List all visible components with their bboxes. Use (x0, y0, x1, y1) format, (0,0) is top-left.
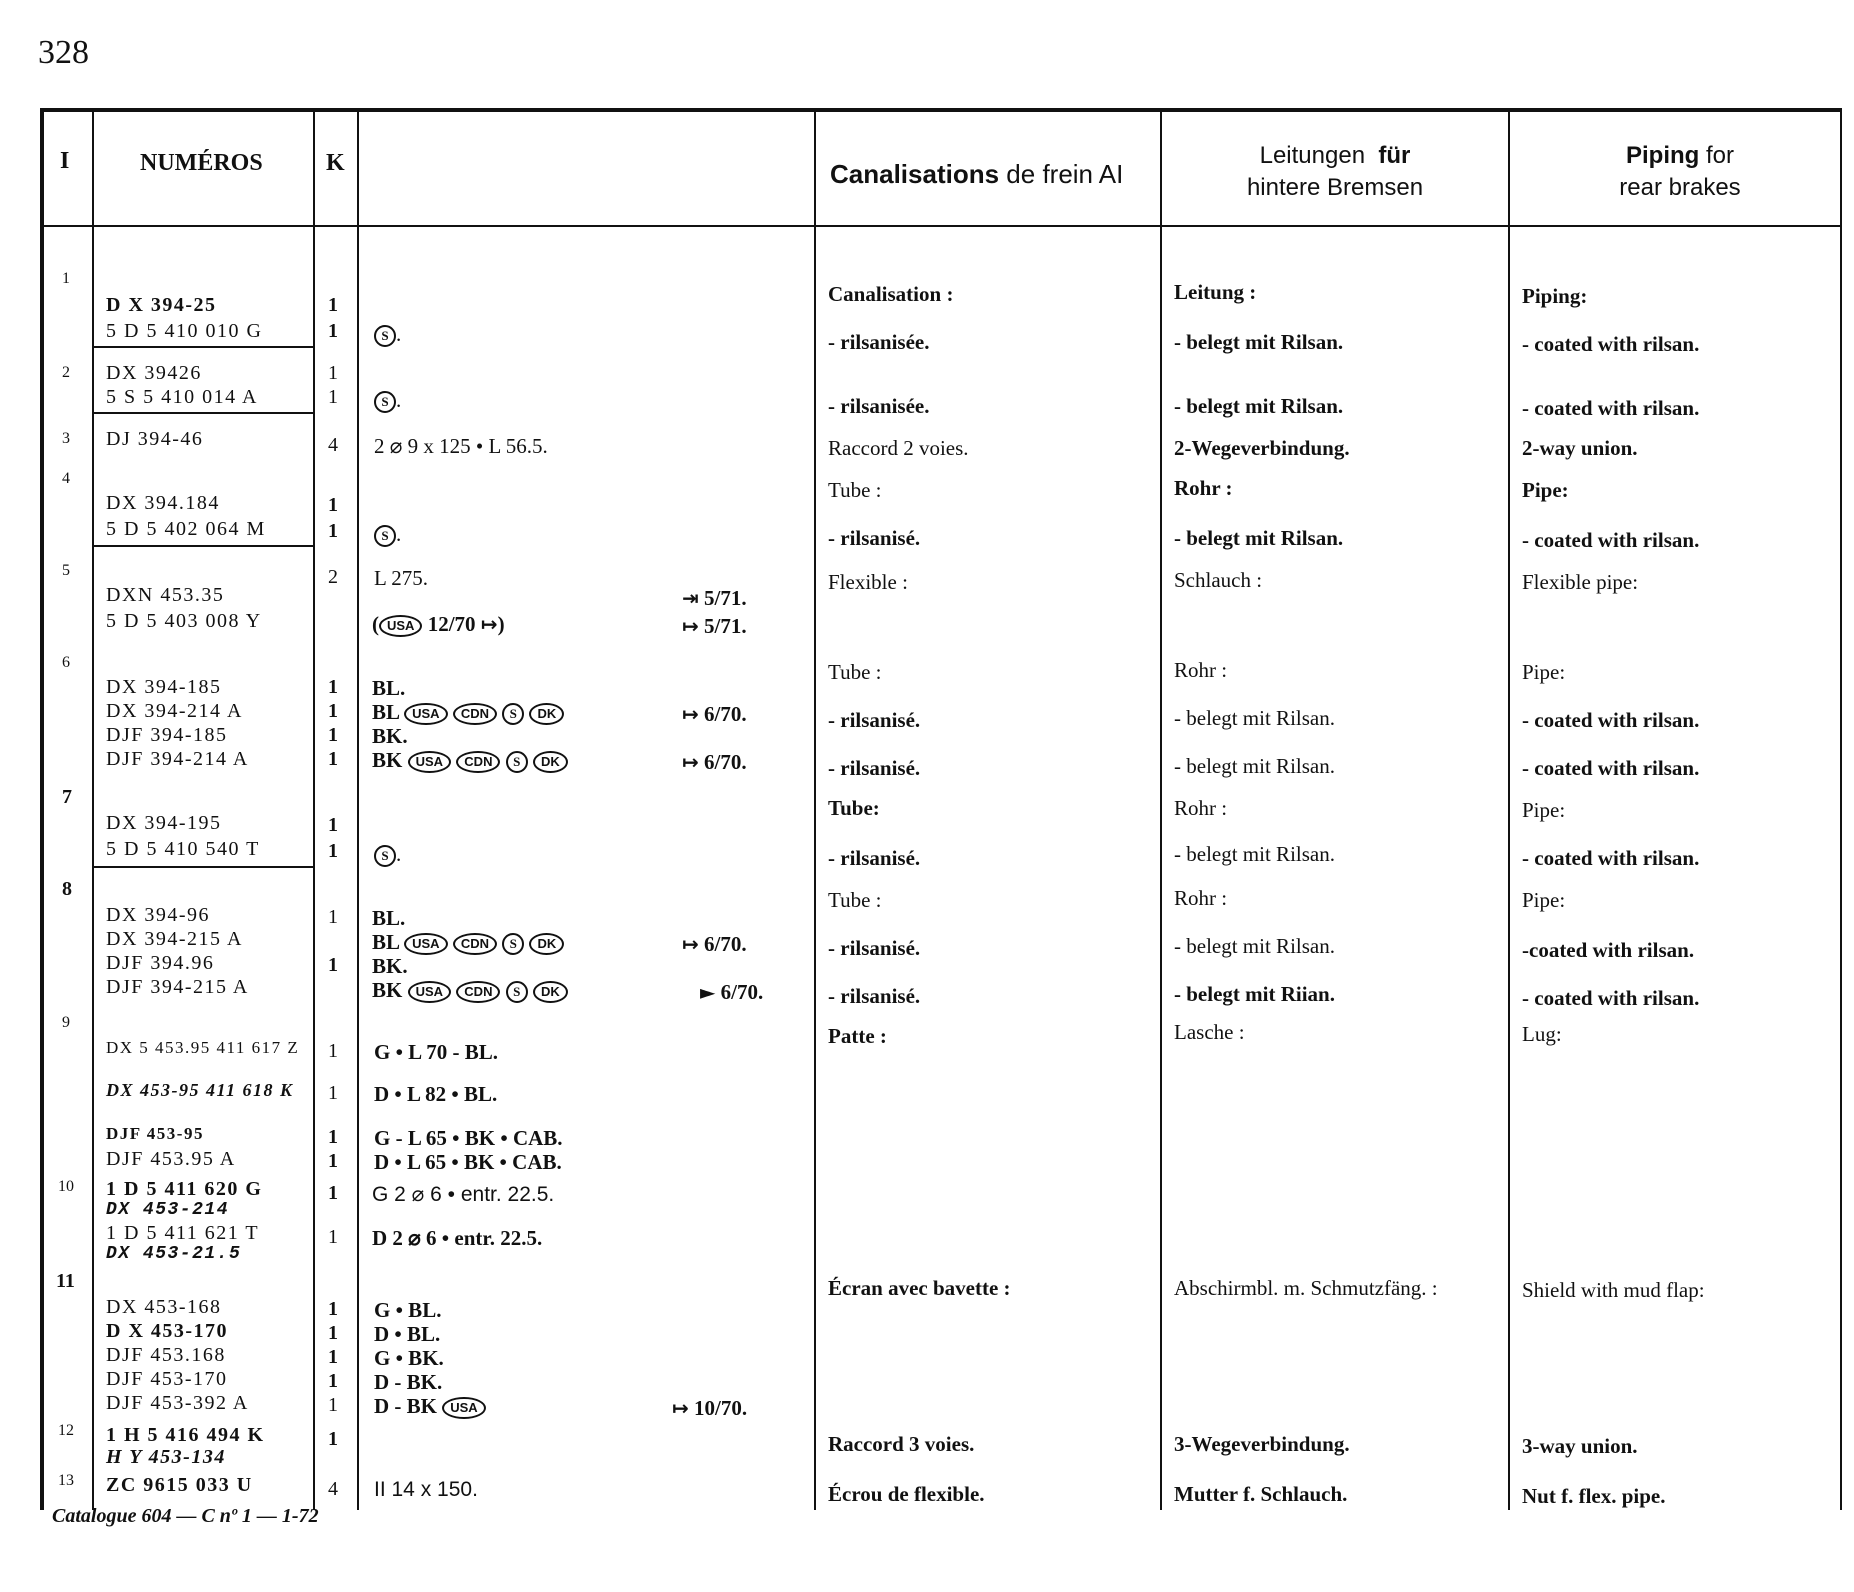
arrow-from-icon: ↦ (682, 750, 699, 774)
cdn-badge: CDN (453, 933, 497, 955)
de-text: - belegt mit Rilsan. (1174, 754, 1335, 778)
date-from: ↦ 5/71. (682, 614, 747, 638)
part-number: DX 453-21.5 (106, 1244, 242, 1264)
part-number: 5 D 5 403 008 Y (106, 610, 262, 632)
usa-badge: USA (408, 981, 451, 1003)
fr-text: Raccord 2 voies. (828, 436, 969, 460)
en-text: - coated with rilsan. (1522, 528, 1700, 552)
en-text: Shield with mud flap: (1522, 1278, 1705, 1302)
part-number: DJF 453.95 A (106, 1148, 236, 1170)
usa-badge: USA (408, 751, 451, 773)
quantity: 1 (328, 1346, 338, 1368)
en-text: - coated with rilsan. (1522, 332, 1700, 356)
cdn-badge: CDN (453, 703, 497, 725)
de-text: - belegt mit Rilsan. (1174, 330, 1344, 354)
en-text: - coated with rilsan. (1522, 846, 1700, 870)
row-separator (92, 866, 313, 868)
fr-text: - rilsanisé. (828, 984, 921, 1008)
de-text: - belegt mit Riian. (1174, 982, 1335, 1006)
en-text: Flexible pipe: (1522, 570, 1639, 594)
en-text: Nut f. flex. pipe. (1522, 1484, 1666, 1508)
usa-badge: USA (442, 1397, 485, 1419)
en-text: 2-way union. (1522, 436, 1638, 460)
part-number: DJF 453.168 (106, 1344, 226, 1366)
de-text: Rohr : (1174, 658, 1228, 682)
description: BL. (372, 676, 406, 700)
arrow-from-icon: ↦ (682, 932, 699, 956)
usa-badge: USA (404, 703, 447, 725)
en-text: Pipe: (1522, 660, 1566, 684)
s-badge: S (506, 981, 528, 1003)
col-border-k (357, 108, 359, 1510)
quantity: 1 (328, 1082, 338, 1104)
fr-text: Patte : (828, 1024, 887, 1048)
part-number: DJ 394-46 (106, 428, 204, 450)
part-number: 5 D 5 410 010 G (106, 320, 263, 342)
market-badges: BK USA CDN S DK (372, 978, 568, 1003)
part-number: DX 394-215 A (106, 928, 243, 950)
en-text: - coated with rilsan. (1522, 756, 1700, 780)
s-mark: S . (374, 842, 401, 867)
fr-text: Canalisation : (828, 282, 954, 306)
de-text: Rohr : (1174, 796, 1228, 820)
fr-text: - rilsanisé. (828, 526, 921, 550)
en-text: -coated with rilsan. (1522, 938, 1695, 962)
row-index: 4 (62, 470, 70, 487)
date-from: ↦ 6/70. (682, 750, 747, 774)
fr-text: - rilsanisé. (828, 936, 921, 960)
quantity: 1 (328, 362, 338, 384)
quantity: 1 (328, 1226, 338, 1248)
fr-text: Tube : (828, 660, 882, 684)
quantity: 1 (328, 1370, 338, 1392)
part-number: ZC 9615 033 U (106, 1474, 253, 1496)
part-number: DJF 453-392 A (106, 1392, 249, 1414)
s-badge: S (502, 933, 524, 955)
description: 2 ⌀ 9 x 125 • L 56.5. (374, 434, 548, 458)
s-mark: S . (374, 388, 401, 413)
quantity: 1 (328, 1428, 338, 1450)
en-text: Lug: (1522, 1022, 1562, 1046)
en-text: 3-way union. (1522, 1434, 1638, 1458)
row-separator (92, 346, 313, 348)
de-text: Lasche : (1174, 1020, 1245, 1044)
quantity: 1 (328, 1150, 338, 1172)
fr-text: Raccord 3 voies. (828, 1432, 975, 1456)
row-separator (92, 545, 313, 547)
date-from: ↦ 10/70. (672, 1396, 748, 1420)
quantity: 1 (328, 494, 338, 516)
col-border-de (1508, 108, 1510, 1510)
fr-text: Tube : (828, 888, 882, 912)
en-text: Piping: (1522, 284, 1588, 308)
market-badges: BL USA CDN S DK (372, 700, 564, 725)
en-text: Pipe: (1522, 478, 1569, 502)
col-border-right (1840, 108, 1842, 1510)
en-text: - coated with rilsan. (1522, 986, 1700, 1010)
quantity: 1 (328, 676, 338, 698)
col-border-fr (1160, 108, 1162, 1510)
dk-badge: DK (529, 933, 564, 955)
header-col-numeros: NUMÉROS (140, 150, 263, 176)
market-badges: BL USA CDN S DK (372, 930, 564, 955)
de-text: Rohr : (1174, 886, 1228, 910)
description: L 275. (374, 566, 429, 590)
row-separator (92, 412, 313, 414)
quantity: 1 (328, 1322, 338, 1344)
arrow-from-icon: ↦ (480, 612, 498, 636)
row-index: 8 (62, 878, 72, 900)
fr-text: - rilsanisé. (828, 708, 921, 732)
part-number: 5 D 5 402 064 M (106, 518, 266, 540)
fr-text: - rilsanisée. (828, 394, 930, 418)
en-text: Pipe: (1522, 798, 1566, 822)
fr-text: - rilsanisé. (828, 846, 921, 870)
description: D - BK. (374, 1370, 443, 1394)
usa-badge: USA (404, 933, 447, 955)
row-index: 7 (62, 786, 72, 808)
col-border-i (92, 108, 94, 1510)
description: BL. (372, 906, 406, 930)
en-text: Pipe: (1522, 888, 1566, 912)
arrow-from-icon: ↦ (682, 702, 699, 726)
s-mark: S . (374, 322, 401, 347)
de-text: - belegt mit Rilsan. (1174, 394, 1344, 418)
header-col-k: K (326, 150, 345, 176)
part-number: 5 D 5 410 540 T (106, 838, 260, 860)
dk-badge: DK (533, 981, 568, 1003)
part-number: DX 394-195 (106, 812, 222, 834)
de-text: Schlauch : (1174, 568, 1263, 592)
quantity: 1 (328, 700, 338, 722)
part-number: DX 394-214 A (106, 700, 243, 722)
col-border-desc (814, 108, 816, 1510)
date-from: ► 6/70. (700, 980, 764, 1004)
fr-text: Écran avec bavette : (828, 1276, 1011, 1300)
date-until: ⇥ 5/71. (682, 586, 747, 610)
quantity: 4 (328, 434, 338, 456)
arrow-from-icon: ↦ (672, 1396, 689, 1420)
market-badges: BK USA CDN S DK (372, 748, 568, 773)
row-index: 10 (58, 1178, 74, 1195)
description: BK. (372, 954, 408, 978)
cdn-badge: CDN (456, 981, 500, 1003)
s-mark: S . (374, 522, 401, 547)
part-number: D X 394-25 (106, 294, 217, 316)
quantity: 1 (328, 1394, 338, 1416)
arrow-until-icon: ⇥ (682, 586, 699, 610)
quantity: 4 (328, 1478, 338, 1500)
s-badge: S (506, 751, 528, 773)
cdn-badge: CDN (456, 751, 500, 773)
description: D • L 82 • BL. (374, 1082, 498, 1106)
quantity: 1 (328, 1126, 338, 1148)
en-text: - coated with rilsan. (1522, 396, 1700, 420)
de-text: - belegt mit Rilsan. (1174, 706, 1335, 730)
dk-badge: DK (533, 751, 568, 773)
description: G • BL. (374, 1298, 442, 1322)
quantity: 1 (328, 724, 338, 746)
part-number: DX 5 453.95 411 617 Z (106, 1038, 300, 1057)
col-border-left (40, 108, 44, 1510)
de-text: Mutter f. Schlauch. (1174, 1482, 1348, 1506)
row-index: 13 (58, 1472, 74, 1489)
description: D 2 ⌀ 6 • entr. 22.5. (372, 1226, 543, 1250)
quantity: 1 (328, 1040, 338, 1062)
quantity: 1 (328, 294, 338, 316)
header-en-title: Piping for rear brakes (1619, 142, 1741, 201)
arrow-from-icon: ↦ (682, 614, 699, 638)
row-index: 12 (58, 1422, 74, 1439)
part-number: DX 453-95 411 618 K (106, 1080, 294, 1100)
part-number: DX 394.184 (106, 492, 220, 514)
part-number: DX 453-168 (106, 1296, 222, 1318)
row-index: 3 (62, 430, 70, 447)
market-badges: D - BK USA (374, 1394, 486, 1419)
quantity: 1 (328, 840, 338, 862)
part-number: DJF 394-185 (106, 724, 228, 746)
part-number: DJF 453-170 (106, 1368, 228, 1390)
arrow-icon: ► (700, 980, 716, 1004)
description: G - L 65 • BK • CAB. (374, 1126, 563, 1150)
header-de-title: Leitungen für hintere Bremsen (1246, 142, 1424, 201)
en-text: - coated with rilsan. (1522, 708, 1700, 732)
quantity: 1 (328, 386, 338, 408)
quantity: 1 (328, 1182, 338, 1204)
header-bottom-border (40, 225, 1842, 227)
de-text: - belegt mit Rilsan. (1174, 842, 1335, 866)
part-number: DJF 453-95 (106, 1124, 204, 1143)
fr-text: Écrou de flexible. (828, 1482, 985, 1506)
quantity: 1 (328, 320, 338, 342)
part-number: H Y 453-134 (106, 1446, 226, 1468)
description: D • L 65 • BK • CAB. (374, 1150, 562, 1174)
description: BK. (372, 724, 408, 748)
dk-badge: DK (529, 703, 564, 725)
part-number: DJF 394-214 A (106, 748, 249, 770)
de-text: - belegt mit Rilsan. (1174, 526, 1344, 550)
part-number: D X 453-170 (106, 1320, 229, 1342)
quantity: 1 (328, 748, 338, 770)
part-number: 1 H 5 416 494 K (106, 1424, 265, 1446)
usa-date-note: ( USA 12/70 ↦) (372, 612, 505, 636)
header-col-i: I (60, 148, 70, 174)
de-text: Leitung : (1174, 280, 1257, 304)
row-index: 6 (62, 654, 70, 671)
quantity: 1 (328, 906, 338, 928)
catalogue-footer: Catalogue 604 — C nº 1 — 1-72 (52, 1505, 319, 1527)
description: G 2 ⌀ 6 • entr. 22.5. (372, 1183, 555, 1206)
part-number: 1 D 5 411 620 G (106, 1178, 263, 1200)
part-number: DXN 453.35 (106, 584, 225, 606)
part-number: 1 D 5 411 621 T (106, 1222, 260, 1244)
de-text: - belegt mit Rilsan. (1174, 934, 1335, 958)
row-index: 9 (62, 1014, 70, 1031)
usa-badge: USA (379, 615, 422, 637)
s-badge: S (502, 703, 524, 725)
fr-text: - rilsanisée. (828, 330, 930, 354)
col-border-numeros (313, 108, 315, 1510)
header-fr-title: Canalisations de frein AI (830, 159, 1124, 189)
row-index: 2 (62, 364, 70, 381)
date-from: ↦ 6/70. (682, 932, 747, 956)
part-number: DJF 394-215 A (106, 976, 249, 998)
description: II 14 x 150. (374, 1478, 478, 1501)
de-text: 3-Wegeverbindung. (1174, 1432, 1350, 1456)
part-number: DJF 394.96 (106, 952, 215, 974)
description: G • BK. (374, 1346, 444, 1370)
description: D • BL. (374, 1322, 441, 1346)
fr-text: - rilsanisé. (828, 756, 921, 780)
de-text: Abschirmbl. m. Schmutzfäng. : (1174, 1276, 1438, 1300)
row-index: 11 (56, 1270, 75, 1292)
quantity: 1 (328, 954, 338, 976)
description: G • L 70 - BL. (374, 1040, 499, 1064)
table-top-border (40, 108, 1842, 112)
quantity: 2 (328, 566, 338, 588)
quantity: 1 (328, 520, 338, 542)
part-number: 5 S 5 410 014 A (106, 386, 258, 408)
page-number: 328 (38, 34, 89, 71)
fr-text: Tube: (828, 796, 880, 820)
date-from: ↦ 6/70. (682, 702, 747, 726)
de-text: Rohr : (1174, 476, 1233, 500)
quantity: 1 (328, 814, 338, 836)
part-number: DX 394-185 (106, 676, 222, 698)
row-index: 5 (62, 562, 70, 579)
part-number: DX 394-96 (106, 904, 211, 926)
fr-text: Tube : (828, 478, 882, 502)
quantity: 1 (328, 1298, 338, 1320)
fr-text: Flexible : (828, 570, 908, 594)
row-index: 1 (62, 270, 70, 287)
part-number: DX 453-214 (106, 1200, 230, 1220)
de-text: 2-Wegeverbindung. (1174, 436, 1350, 460)
part-number: DX 39426 (106, 362, 202, 384)
